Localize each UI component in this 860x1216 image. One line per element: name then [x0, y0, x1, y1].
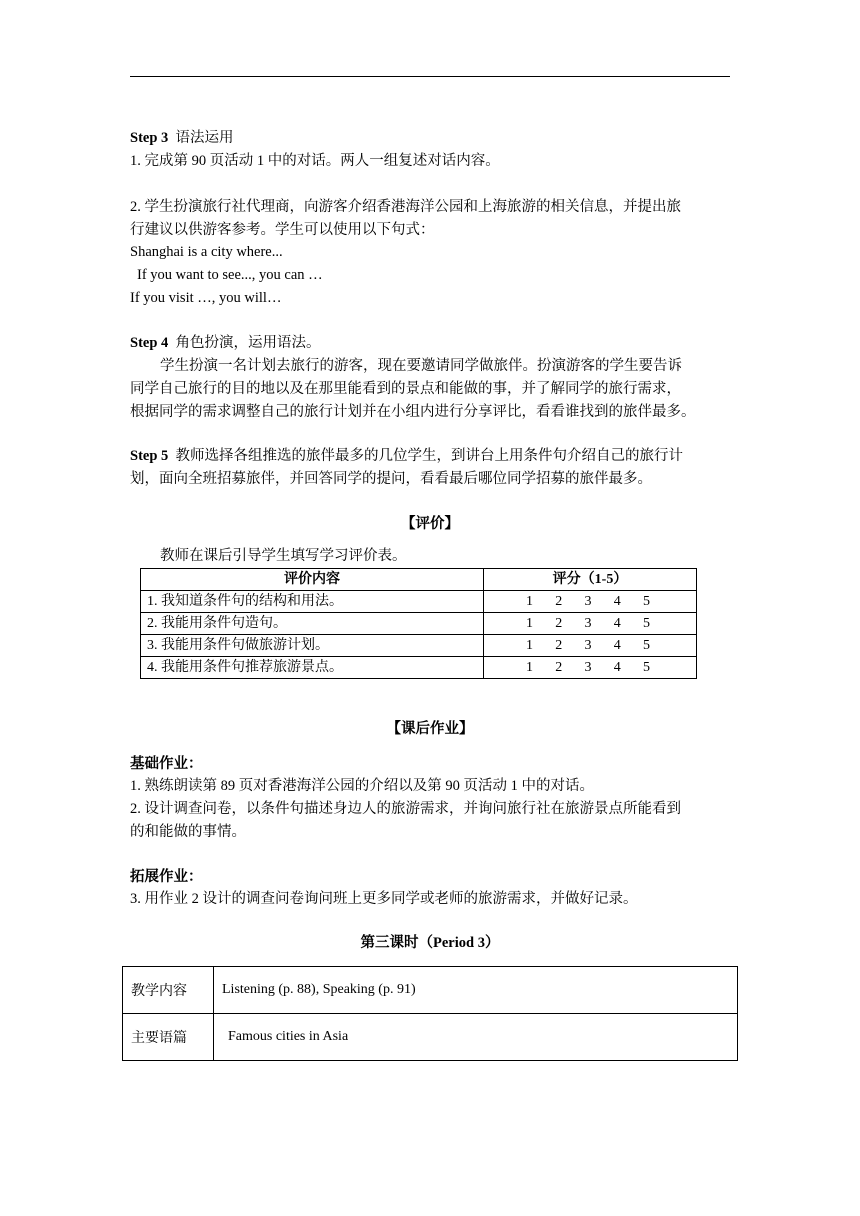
step5-text-1: 教师选择各组推选的旅伴最多的几位学生，到讲台上用条件句介绍自己的旅行计	[175, 448, 684, 464]
evaluation-table	[140, 568, 697, 679]
step4-heading-line	[130, 332, 321, 354]
score-2: 2	[555, 616, 563, 631]
score-4: 4	[613, 638, 621, 653]
step5-label: Step 5	[130, 448, 169, 464]
score-3: 3	[584, 616, 592, 631]
step4-title: 角色扮演，运用语法。	[175, 335, 321, 351]
evaluation-table-header	[141, 569, 697, 591]
step3-title: 语法运用	[175, 130, 234, 146]
eval-item: 4. 我能用条件句推荐旅游景点。	[141, 657, 484, 679]
basic-homework-1: 1. 熟练朗读第 89 页对香港海洋公园的介绍以及第 90 页活动 1 中的对话。	[130, 778, 594, 794]
step3-paragraph-2-line-2: 行建议以供游客参考。学生可以使用以下句式：	[130, 222, 435, 238]
step4-line-1: 学生扮演一名计划去旅行的游客，现在要邀请同学做旅伴。扮演游客的学生要告诉	[160, 358, 682, 374]
evaluation-intro: 教师在课后引导学生填写学习评价表。	[160, 548, 407, 564]
step4-label: Step 4	[130, 335, 169, 351]
row-value: Listening (p. 88), Speaking (p. 91)	[214, 967, 738, 1014]
step3-heading-line	[130, 127, 234, 149]
eval-item: 2. 我能用条件句造句。	[141, 613, 484, 635]
score-2: 2	[555, 660, 563, 675]
header-rule	[130, 76, 730, 77]
period3-table	[122, 966, 738, 1061]
period3-heading: 第三课时（Period 3）	[360, 935, 500, 951]
score-2: 2	[555, 594, 563, 609]
score-5: 5	[643, 660, 650, 675]
score-cell	[484, 591, 697, 613]
score-1: 1	[526, 594, 533, 609]
basic-homework-2-line-1: 2. 设计调查问卷，以条件句描述身边人的旅游需求，并询问旅行社在旅游景点所能看到	[130, 801, 681, 817]
step3-paragraph-1: 1. 完成第 90 页活动 1 中的对话。两人一组复述对话内容。	[130, 153, 500, 169]
evaluation-heading: 【评价】	[401, 516, 459, 532]
table-row	[141, 591, 697, 613]
score-cell	[484, 613, 697, 635]
eval-item: 1. 我知道条件句的结构和用法。	[141, 591, 484, 613]
score-3: 3	[584, 638, 592, 653]
step4-line-2: 同学自己旅行的目的地以及在那里能看到的景点和能做的事，并了解同学的旅行需求，	[130, 381, 681, 397]
table-row	[141, 635, 697, 657]
extended-homework-1: 3. 用作业 2 设计的调查问卷询问班上更多同学或老师的旅游需求，并做好记录。	[130, 891, 638, 907]
table-row	[123, 967, 738, 1014]
table-row	[141, 613, 697, 635]
score-2: 2	[555, 638, 563, 653]
homework-heading: 【课后作业】	[386, 721, 474, 737]
score-cell	[484, 657, 697, 679]
row-value: Famous cities in Asia	[214, 1014, 738, 1061]
sentence-pattern-2: If you want to see..., you can …	[137, 267, 323, 283]
score-3: 3	[584, 660, 592, 675]
score-1: 1	[526, 616, 533, 631]
table-row	[141, 657, 697, 679]
table-row	[123, 1014, 738, 1061]
basic-homework-title: 基础作业：	[130, 756, 203, 772]
col-header-score: 评分（1-5）	[484, 569, 697, 591]
score-5: 5	[643, 594, 650, 609]
step3-paragraph-2-line-1: 2. 学生扮演旅行社代理商，向游客介绍香港海洋公园和上海旅游的相关信息，并提出旅	[130, 199, 681, 215]
score-4: 4	[613, 660, 621, 675]
step5-line-1	[130, 445, 683, 467]
score-1: 1	[526, 638, 533, 653]
sentence-pattern-1: Shanghai is a city where...	[130, 244, 283, 260]
score-5: 5	[643, 638, 650, 653]
score-3: 3	[584, 594, 592, 609]
row-label: 教学内容	[123, 967, 214, 1014]
sentence-pattern-3: If you visit …, you will…	[130, 290, 282, 306]
score-4: 4	[613, 594, 621, 609]
row-label: 主要语篇	[123, 1014, 214, 1061]
extended-homework-title: 拓展作业：	[130, 869, 203, 885]
score-5: 5	[643, 616, 650, 631]
step5-line-2: 划，面向全班招募旅伴，并回答同学的提问，看看最后哪位同学招募的旅伴最多。	[130, 471, 652, 487]
basic-homework-2-line-2: 的和能做的事情。	[130, 824, 246, 840]
score-1: 1	[526, 660, 533, 675]
step3-label: Step 3	[130, 130, 169, 146]
score-cell	[484, 635, 697, 657]
step4-line-3: 根据同学的需求调整自己的旅行计划并在小组内进行分享评比，看看谁找到的旅伴最多。	[130, 404, 696, 420]
score-4: 4	[613, 616, 621, 631]
col-header-content: 评价内容	[141, 569, 484, 591]
eval-item: 3. 我能用条件句做旅游计划。	[141, 635, 484, 657]
